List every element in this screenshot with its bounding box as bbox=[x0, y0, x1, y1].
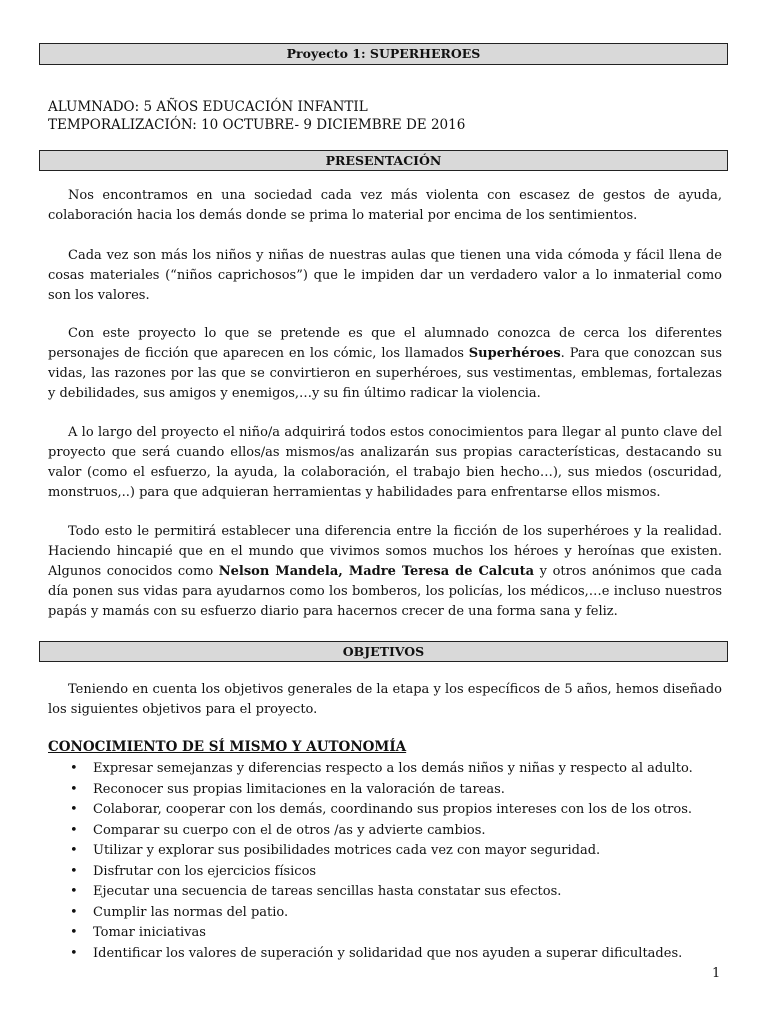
list-item: • Utilizar y explorar sus posibilidades motrices cada vez con mayor seguridad. bbox=[48, 841, 728, 862]
p5-text-c: y otros anónimos que cada día ponen sus vidas para ayudarnos como los bomberos, los policías, los médicos,…e incluso nuestros papás y mamás con su esfuerzo diario para hacernos crecer de una forma sana y feliz. bbox=[48, 564, 722, 619]
project-title: Proyecto 1: SUPERHEROES bbox=[286, 46, 481, 61]
project-title-box bbox=[39, 43, 728, 65]
objetivos-heading-box bbox=[39, 641, 728, 662]
objetivos-list bbox=[48, 759, 728, 964]
page-number: 1 bbox=[712, 966, 721, 981]
objetivos-heading: OBJETIVOS bbox=[342, 644, 425, 659]
list-item: • Ejecutar una secuencia de tareas sencillas hasta constatar sus efectos. bbox=[48, 882, 728, 903]
presentacion-paragraph-1: Nos encontramos en una sociedad cada vez más violenta con escasez de gestos de ayuda, colaboración hacia los demás donde se prima lo material por encima de los sentimientos. bbox=[48, 188, 722, 223]
presentacion-paragraph-2: Cada vez son más los niños y niñas de nuestras aulas que tienen una vida cómoda y fácil llena de cosas materiales (“niños caprichosos”) que le impiden dar un verdadero valor a lo inmaterial como son los valores. bbox=[48, 248, 722, 303]
presentacion-heading: PRESENTACIÓN bbox=[325, 153, 442, 168]
list-item: • Expresar semejanzas y diferencias respecto a los demás niños y niñas y respecto al adulto. bbox=[48, 759, 728, 780]
presentacion-paragraph-3 bbox=[48, 324, 722, 404]
list-item: • Colaborar, cooperar con los demás, coordinando sus propios intereses con los de los otros. bbox=[48, 800, 728, 821]
section-title-autonomia: CONOCIMIENTO DE SÍ MISMO Y AUTONOMÍA bbox=[48, 739, 407, 755]
objetivos-intro: Teniendo en cuenta los objetivos generales de la etapa y los específicos de 5 años, hemos diseñado los siguientes objetivos para el proyecto. bbox=[48, 682, 722, 717]
p5-text-a: Todo esto le permitirá establecer una diferencia entre la ficción de los superhéroes y la realidad. Haciendo hincapié que en el mundo que vivimos somos muchos los héroes y heroínas que existen. Algunos conocidos como bbox=[48, 524, 722, 579]
presentacion-paragraph-5 bbox=[48, 522, 722, 622]
presentacion-heading-box bbox=[39, 150, 728, 171]
list-item: • Identificar los valores de superación y solidaridad que nos ayuden a superar dificultades. bbox=[48, 944, 728, 965]
list-item: • Disfrutar con los ejercicios físicos bbox=[48, 862, 728, 883]
list-item: • Reconocer sus propias limitaciones en la valoración de tareas. bbox=[48, 780, 728, 801]
list-item: • Cumplir las normas del patio. bbox=[48, 903, 728, 924]
presentacion-paragraph-4: A lo largo del proyecto el niño/a adquirirá todos estos conocimientos para llegar al punto clave del proyecto que será cuando ellos/as mismos/as analizarán sus propias características, destacando su valor (como el esfuerzo, la ayuda, la colaboración, el trabajo bien hecho…), sus miedos (oscuridad, monstruos,..) para que adquieran herramientas y habilidades para enfrentarse ellos mismos. bbox=[48, 425, 722, 500]
p5-bold-names: Nelson Mandela, Madre Teresa de Calcuta bbox=[218, 564, 535, 579]
list-item: • Tomar iniciativas bbox=[48, 923, 728, 944]
alumnado-line: ALUMNADO: 5 AÑOS EDUCACIÓN INFANTIL bbox=[48, 99, 368, 115]
p3-text-a: Con este proyecto lo que se pretende es que el alumnado conozca de cerca los diferentes personajes de ficción que aparecen en los cómic, los llamados bbox=[48, 326, 722, 361]
p3-bold-superheroes: Superhéroes bbox=[468, 346, 561, 361]
p3-text-c: . Para que conozcan sus vidas, las razones por las que se convirtieron en superhéroes, sus vestimentas, emblemas, fortalezas y debilidades, sus amigos y enemigos,…y su fin último radicar la violencia. bbox=[48, 346, 722, 401]
temporalizacion-line: TEMPORALIZACIÓN: 10 OCTUBRE- 9 DICIEMBRE DE 2016 bbox=[48, 117, 466, 133]
list-item: • Comparar su cuerpo con el de otros /as y advierte cambios. bbox=[48, 821, 728, 842]
